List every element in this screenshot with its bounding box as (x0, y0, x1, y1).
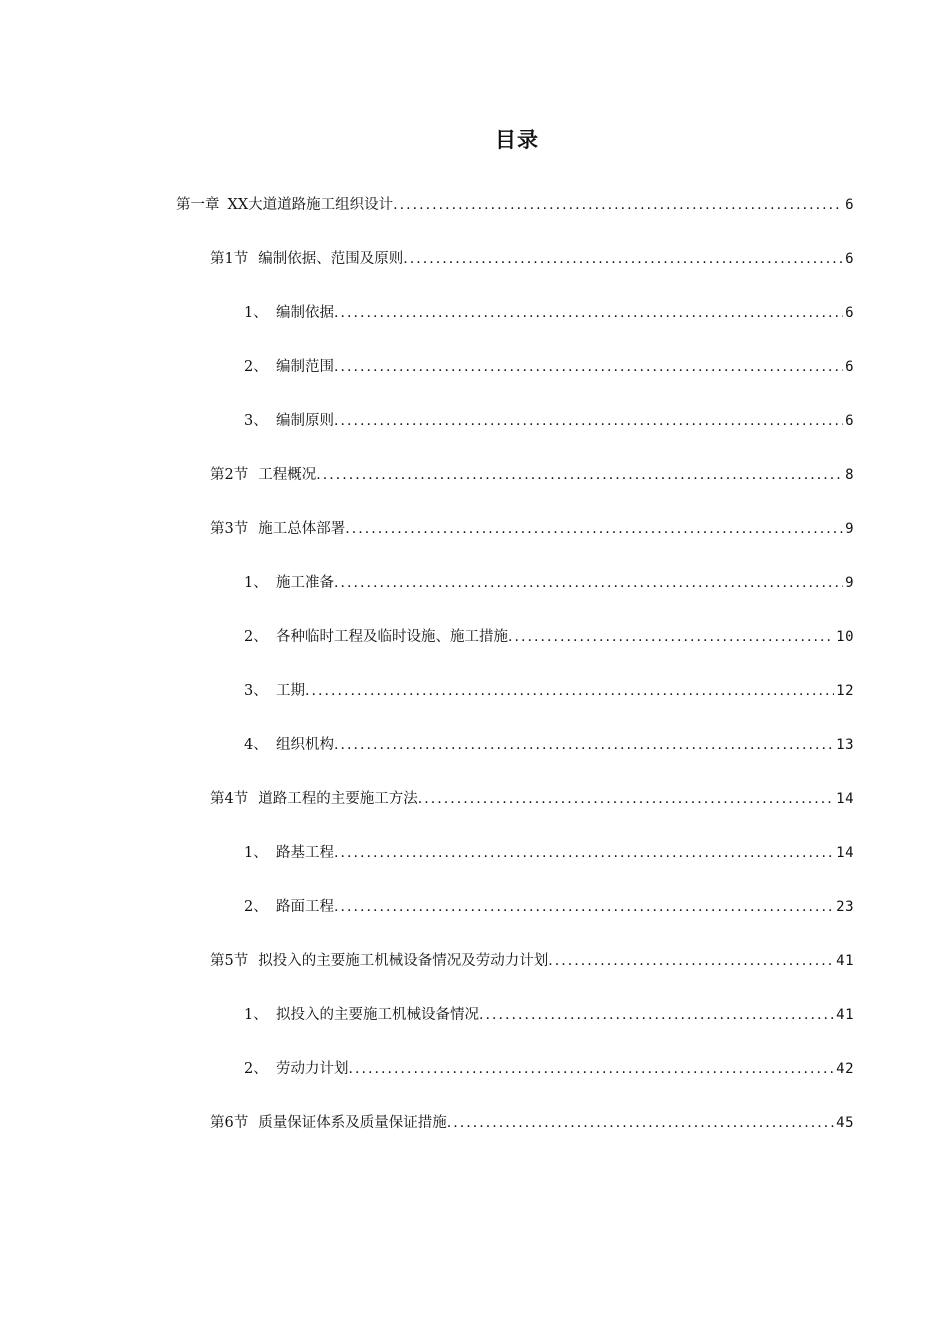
toc-title: 目录 (495, 128, 539, 152)
toc-dot-leader (345, 511, 843, 547)
toc-entry-title: 工程概况 (258, 467, 317, 483)
toc-dot-leader (334, 349, 843, 385)
toc-entry[interactable] (0, 286, 950, 340)
toc-entry-title: 编制原则 (276, 413, 334, 429)
toc-entry-number: 第4节 (210, 791, 249, 807)
toc-entry[interactable] (0, 178, 950, 232)
toc-entry-title: 拟投入的主要施工机械设备情况 (276, 1007, 479, 1023)
toc-entry-title: 工期 (276, 683, 305, 699)
toc-entry-number: 2、 (244, 359, 268, 375)
toc-entry[interactable] (0, 934, 950, 988)
toc-page-number: 45 (836, 1115, 854, 1131)
toc-dot-leader (403, 241, 843, 277)
toc-page-number: 6 (845, 359, 854, 375)
toc-entry[interactable] (0, 718, 950, 772)
toc-entry-title: 编制范围 (276, 359, 334, 375)
toc-page-number: 41 (836, 953, 854, 969)
toc-page-number: 8 (845, 467, 854, 483)
toc-entry-number: 4、 (244, 737, 268, 753)
toc-dot-leader (418, 781, 834, 817)
toc-entry[interactable] (0, 772, 950, 826)
toc-entry-number: 1、 (244, 845, 268, 861)
toc-dot-leader (349, 1051, 835, 1087)
toc-entry[interactable] (0, 1096, 950, 1150)
toc-entry-title: 拟投入的主要施工机械设备情况及劳动力计划 (258, 953, 549, 969)
toc-page-number: 6 (845, 413, 854, 429)
toc-dot-leader (334, 403, 843, 439)
toc-entry-title: 路面工程 (276, 899, 334, 915)
toc-dot-leader (508, 619, 834, 655)
toc-entry[interactable] (0, 664, 950, 718)
toc-entry-title: 编制依据、范围及原则 (258, 251, 404, 267)
toc-entry-number: 1、 (244, 305, 268, 321)
toc-entry-number: 2、 (244, 899, 268, 915)
toc-entry-title: 劳动力计划 (276, 1061, 349, 1077)
toc-page-number: 13 (836, 737, 854, 753)
toc-entry-title: 组织机构 (276, 737, 334, 753)
toc-entry-title: 道路工程的主要施工方法 (258, 791, 418, 807)
toc-page-number: 23 (836, 899, 854, 915)
toc-entry-number: 2、 (244, 1061, 268, 1077)
toc-dot-leader (334, 565, 843, 601)
toc-entry[interactable] (0, 394, 950, 448)
toc-page-number: 9 (845, 521, 854, 537)
toc-entry-number: 第1节 (210, 251, 249, 267)
toc-entry[interactable] (0, 826, 950, 880)
toc-page-number: 6 (845, 197, 854, 213)
toc-entry-title: 施工总体部署 (258, 521, 346, 537)
toc-entry[interactable] (0, 988, 950, 1042)
toc-page-number: 10 (836, 629, 854, 645)
toc-dot-leader (334, 835, 834, 871)
toc-entry-title: 各种临时工程及临时设施、施工措施 (276, 629, 508, 645)
toc-page-number: 12 (836, 683, 854, 699)
toc-entry-number: 3、 (244, 683, 268, 699)
toc-dot-leader (334, 295, 843, 331)
toc-entry-number: 3、 (244, 413, 268, 429)
toc-dot-leader (334, 889, 834, 925)
toc-entry[interactable] (0, 502, 950, 556)
toc-page-number: 41 (836, 1007, 854, 1023)
toc-entry-title: XX大道道路施工组织设计 (227, 197, 394, 213)
toc-page-number: 6 (845, 251, 854, 267)
toc-entry-title: 质量保证体系及质量保证措施 (258, 1115, 447, 1131)
toc-dot-leader (479, 997, 834, 1033)
toc-page-number: 14 (836, 845, 854, 861)
toc-entry-number: 第一章 (176, 197, 220, 213)
toc-entry[interactable] (0, 1042, 950, 1096)
toc-page-number: 6 (845, 305, 854, 321)
toc-page-number: 9 (845, 575, 854, 591)
toc-entry-number: 第6节 (210, 1115, 249, 1131)
toc-entry-title: 路基工程 (276, 845, 334, 861)
toc-entry[interactable] (0, 232, 950, 286)
toc-entry[interactable] (0, 556, 950, 610)
toc-entry-number: 1、 (244, 575, 268, 591)
toc-entry[interactable] (0, 448, 950, 502)
toc-entry[interactable] (0, 880, 950, 934)
toc-list (0, 178, 950, 1150)
toc-entry-number: 1、 (244, 1007, 268, 1023)
toc-entry-number: 2、 (244, 629, 268, 645)
toc-dot-leader (393, 187, 843, 223)
toc-entry-title: 编制依据 (276, 305, 334, 321)
toc-dot-leader (316, 457, 843, 493)
toc-dot-leader (447, 1105, 834, 1141)
toc-dot-leader (548, 943, 834, 979)
toc-entry-number: 第5节 (210, 953, 249, 969)
toc-entry-title: 施工准备 (276, 575, 334, 591)
toc-entry[interactable] (0, 610, 950, 664)
toc-page-number: 42 (836, 1061, 854, 1077)
toc-page-number: 14 (836, 791, 854, 807)
toc-dot-leader (334, 727, 834, 763)
toc-entry[interactable] (0, 340, 950, 394)
toc-entry-number: 第3节 (210, 521, 249, 537)
toc-dot-leader (305, 673, 834, 709)
toc-entry-number: 第2节 (210, 467, 249, 483)
